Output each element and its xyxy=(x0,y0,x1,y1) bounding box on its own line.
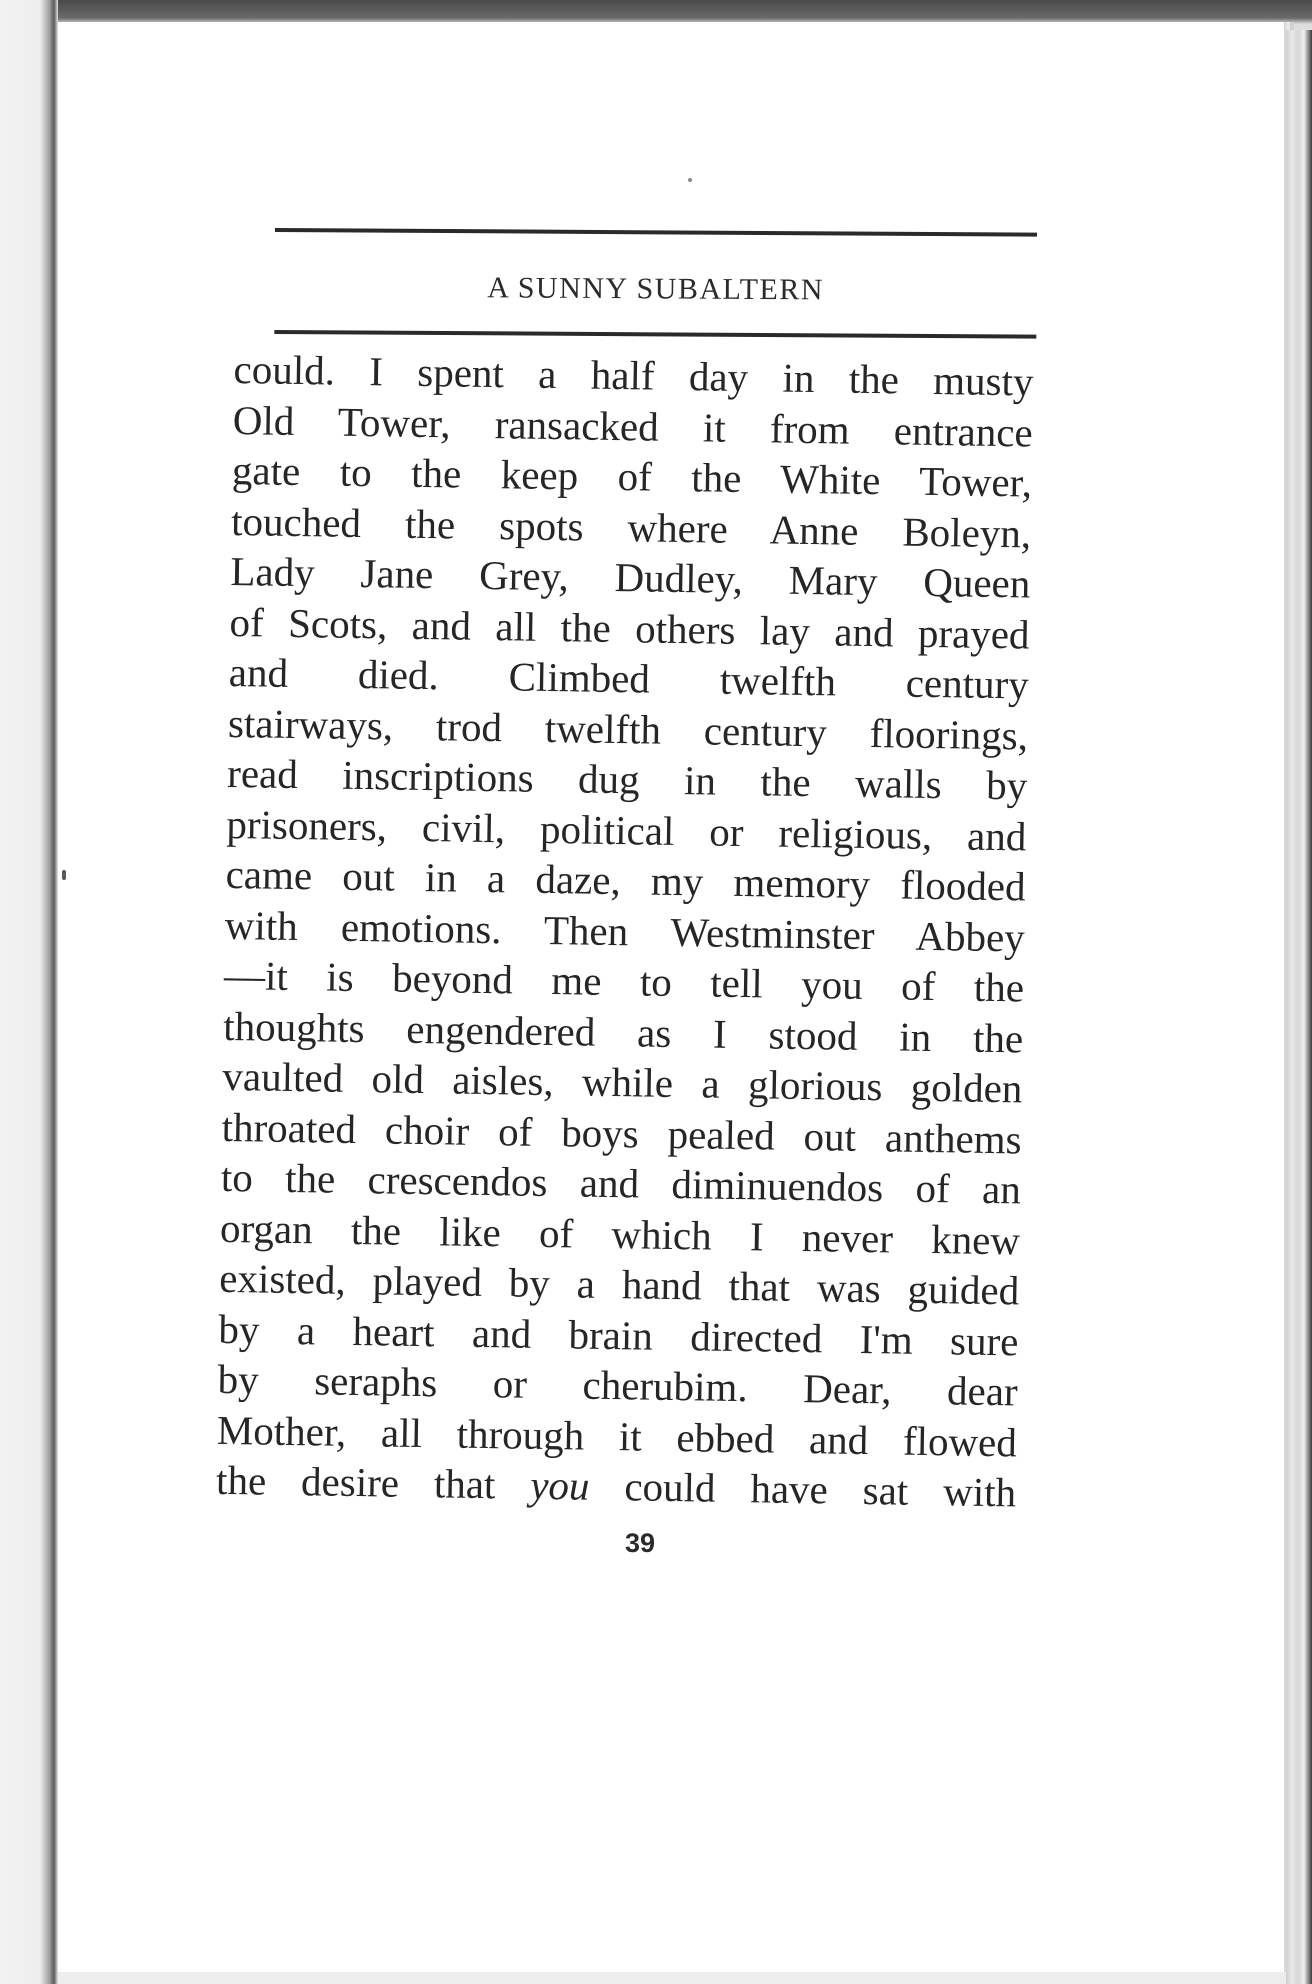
page-number: 39 xyxy=(624,1528,656,1558)
text-line: by seraphs or cherubim. Dear, dear xyxy=(217,1355,1019,1415)
text-line: organ the like of which I never knew xyxy=(219,1204,1021,1263)
text-line: Old Tower, ransacked it from entrance xyxy=(232,396,1034,456)
running-head-title: A SUNNY SUBALTERN xyxy=(487,271,825,307)
text-line: Lady Jane Grey, Dudley, Mary Queen xyxy=(230,547,1031,607)
text-line: with emotions. Then Westminster Abbey xyxy=(224,901,1026,960)
text-segment: the desire that xyxy=(215,1456,531,1508)
text-line: thoughts engendered as I stood in the xyxy=(222,1002,1024,1061)
text-line: by a heart and brain directed I'm sure xyxy=(218,1305,1019,1364)
text-line: to the crescendos and diminuendos of an xyxy=(220,1153,1022,1213)
paper-speck xyxy=(62,870,66,880)
text-line: —it is beyond me to tell you of the xyxy=(223,951,1025,1011)
text-line: came out in a daze, my memory flooded xyxy=(225,850,1026,910)
body-text xyxy=(216,344,1034,1518)
paper-speck xyxy=(688,178,692,182)
page-stack-edge xyxy=(1286,30,1312,1984)
text-line: Mother, all through it ebbed and flowed xyxy=(216,1406,1018,1465)
text-line: gate to the keep of the White Tower, xyxy=(231,446,1033,506)
text-line: throated choir of boys pealed out anthems xyxy=(221,1103,1022,1162)
text-line: prisoners, civil, political or religious, and xyxy=(226,800,1027,860)
text-line: of Scots, and all the others lay and prayed xyxy=(229,598,1030,658)
running-head xyxy=(274,228,1037,339)
text-line: and died. Climbed twelfth century xyxy=(228,648,1030,708)
text-line: stairways, trod twelfth century floorings, xyxy=(227,699,1029,759)
text-line: touched the spots where Anne Boleyn, xyxy=(230,497,1032,557)
text-line: existed, played by a hand that was guided xyxy=(218,1254,1020,1314)
binding-edge xyxy=(0,0,58,1984)
text-line: could. I spent a half day in the musty xyxy=(233,345,1034,405)
emphasized-word: you xyxy=(529,1461,590,1509)
text-line: vaulted old aisles, while a glorious golden xyxy=(222,1052,1023,1112)
text-segment: could have sat with xyxy=(589,1462,1017,1516)
text-line: read inscriptions dug in the walls by xyxy=(226,749,1028,809)
